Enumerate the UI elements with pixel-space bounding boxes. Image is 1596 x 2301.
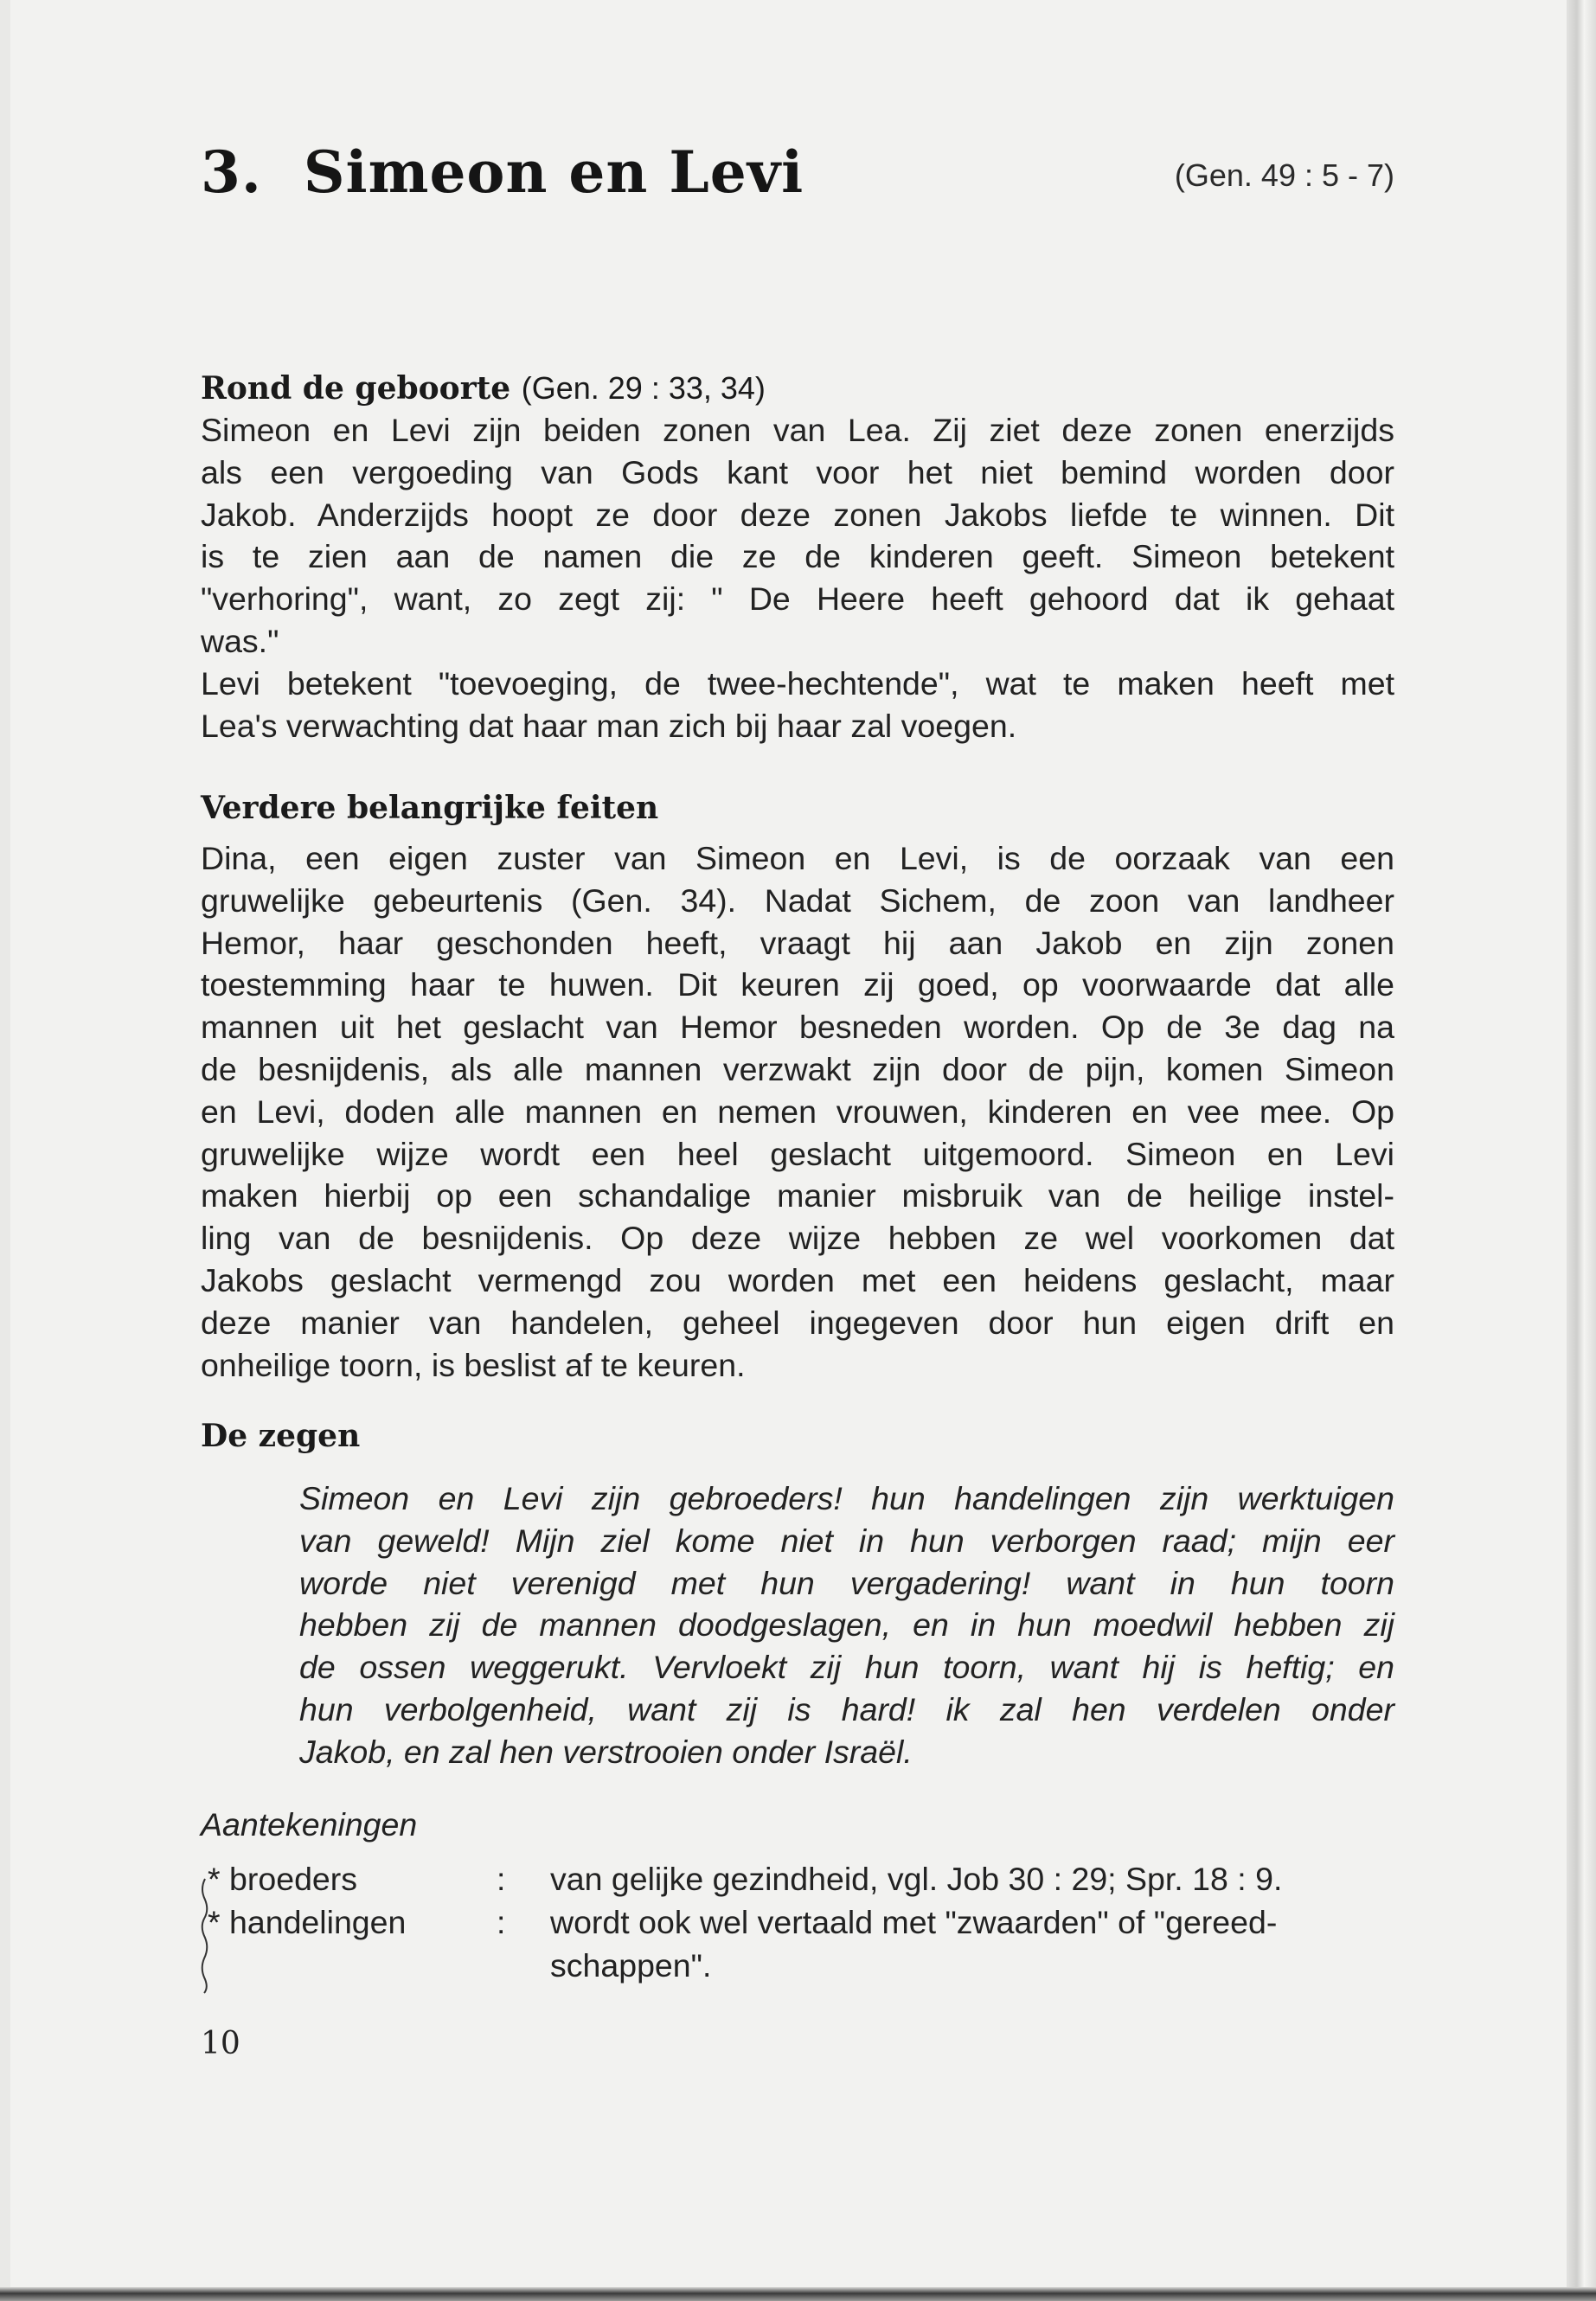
notes-label: Aantekeningen bbox=[201, 1806, 418, 1843]
chapter-title bbox=[201, 138, 804, 206]
section-birth-paragraph bbox=[201, 409, 1394, 747]
scan-edge-bottom bbox=[0, 2287, 1596, 2301]
text-line: onheilige toorn, is beslist af te keuren. bbox=[201, 1346, 746, 1383]
section-heading-facts: Verdere belangrijke feiten bbox=[201, 790, 659, 826]
text-line: mannen uit het geslacht van Hemor besneden worden. Op de 3e dag na bbox=[201, 1009, 1394, 1046]
chapter-number: 3. bbox=[201, 138, 262, 206]
text-line: de besnijdenis, als alle mannen verzwakt zijn door de pijn, komen Simeon bbox=[201, 1050, 1394, 1087]
text-line: gruwelijke wijze wordt een heel geslacht uitgemoord. Simeon en Levi bbox=[201, 1135, 1394, 1172]
note-definition-continuation: schappen". bbox=[550, 1947, 712, 1984]
text-line: en Levi, doden alle mannen en nemen vrouwen, kinderen en vee mee. Op bbox=[201, 1093, 1394, 1130]
note-term: * broeders bbox=[208, 1861, 358, 1897]
section-facts bbox=[201, 787, 1394, 1386]
quote-line: hun verbolgenheid, want zij is hard! ik zal hen verdelen onder bbox=[299, 1690, 1394, 1727]
chapter-name: Simeon en Levi bbox=[303, 138, 804, 206]
text-line: toestemming haar te huwen. Dit keuren zij goed, op voorwaarde dat alle bbox=[201, 966, 1394, 1003]
text-line: is te zien aan de namen die ze de kinderen geeft. Simeon betekent bbox=[201, 538, 1394, 575]
note-definition: wordt ook wel vertaald met "zwaarden" of "gereed- bbox=[550, 1904, 1278, 1940]
text-line: Lea's verwachting dat haar man zich bij haar zal voegen. bbox=[201, 707, 1017, 744]
text-line: Jakob. Anderzijds hoopt ze door deze zonen Jakobs liefde te winnen. Dit bbox=[201, 496, 1394, 533]
text-line: Levi betekent "toevoeging, de twee-hechtende", wat te maken heeft met bbox=[201, 664, 1394, 702]
blessing-quote bbox=[299, 1477, 1394, 1773]
text-line: als een vergoeding van Gods kant voor het niet bemind worden door bbox=[201, 453, 1394, 490]
text-line: Simeon en Levi zijn beiden zonen van Lea. Zij ziet deze zonen enerzijds bbox=[201, 412, 1394, 448]
text-line: gruwelijke gebeurtenis (Gen. 34). Nadat Sichem, de zoon van landheer bbox=[201, 881, 1394, 919]
quote-line: de ossen weggerukt. Vervloekt zij hun toorn, want hij is heftig; en bbox=[299, 1649, 1394, 1686]
section-heading-blessing: De zegen bbox=[201, 1418, 361, 1454]
text-line: ling van de besnijdenis. Op deze wijze hebben ze wel voorkomen dat bbox=[201, 1220, 1394, 1257]
quote-line: worde niet verenigd met hun vergadering! want in hun toorn bbox=[299, 1564, 1394, 1601]
text-line: maken hierbij op een schandalige manier misbruik van de heilige instel- bbox=[201, 1177, 1394, 1215]
note-term: * handelingen bbox=[208, 1904, 407, 1940]
note-definition: van gelijke gezindheid, vgl. Job 30 : 29; Spr. 18 : 9. bbox=[550, 1861, 1283, 1897]
note-colon: : bbox=[497, 1904, 506, 1940]
text-line: deze manier van handelen, geheel ingegeven door hun eigen drift en bbox=[201, 1304, 1394, 1341]
chapter-reference: (Gen. 49 : 5 - 7) bbox=[1174, 157, 1394, 193]
section-heading-birth bbox=[201, 368, 1394, 409]
page-number: 10 bbox=[201, 2026, 240, 2061]
quote-line: van geweld! Mijn ziel kome niet in hun verborgen raad; mijn eer bbox=[299, 1522, 1394, 1559]
section-birth bbox=[201, 368, 1394, 747]
text-line: Hemor, haar geschonden heeft, vraagt hij aan Jakob en zijn zonen bbox=[201, 924, 1394, 961]
text-line: Jakobs geslacht vermengd zou worden met een heidens geslacht, maar bbox=[201, 1261, 1394, 1298]
text-line: "verhoring", want, zo zegt zij: " De Heere heeft gehoord dat ik gehaat bbox=[201, 580, 1394, 618]
quote-line: Simeon en Levi zijn gebroeders! hun handelingen zijn werktuigen bbox=[299, 1480, 1394, 1516]
section-blessing-heading-wrap bbox=[201, 1415, 1394, 1457]
quote-line: hebben zij de mannen doodgeslagen, en in hun moedwil hebben zij bbox=[299, 1606, 1394, 1644]
section-heading-birth-title: Rond de geboorte bbox=[201, 370, 511, 407]
chapter-title-row bbox=[201, 138, 1394, 208]
scan-edge-right bbox=[1567, 0, 1596, 2301]
section-facts-paragraph bbox=[201, 837, 1394, 1386]
text-line: was." bbox=[201, 622, 279, 659]
section-heading-birth-ref: (Gen. 29 : 33, 34) bbox=[521, 370, 766, 406]
quote-line: Jakob, en zal hen verstrooien onder Israël. bbox=[299, 1733, 913, 1770]
text-line: Dina, een eigen zuster van Simeon en Levi, is de oorzaak van een bbox=[201, 840, 1394, 876]
note-colon: : bbox=[497, 1861, 506, 1897]
